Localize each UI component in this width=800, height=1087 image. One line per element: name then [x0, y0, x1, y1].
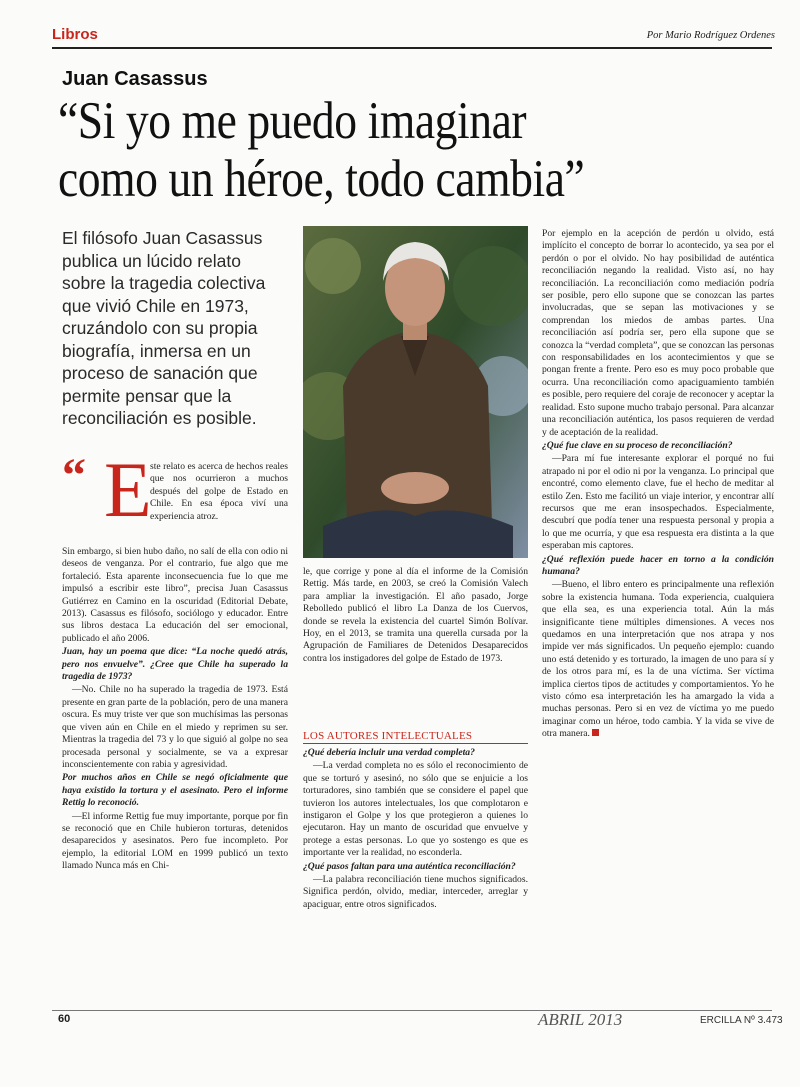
lede-paragraph: El filósofo Juan Casassus publica un lúcido relato sobre la tragedia colectiva que vivió Chile en 1973, cruzándolo con su propia biografía, inmersa en un proceso de sanación que permite pensar que la reconciliación es posible.	[62, 228, 266, 428]
byline: Por Mario Rodríguez Ordenes	[646, 30, 775, 41]
paragraph: —La verdad completa no es sólo el reconocimiento de que se torturó y asesinó, no sólo que se enjuicie a los torturadores, sino también que se considere el papel que tuvieron los autores intelectuales, los que complotaron e instigaron el Golpe y los que protegieron a quienes lo ejecutaron. Hay un manto de oscuridad que envuelve y protege a estas personas. Lo que yo sostengo es que es importante ver la realidad, no esconderla.	[303, 760, 528, 859]
headline-line-2: como un héroe, todo cambia”	[58, 150, 585, 208]
paragraph: —Para mí fue interesante explorar el porqué no fui atrapado ni por el odio ni por la venganza. Lo principal que encontré, como elemento clave, fue el hecho de meditar al estilo Zen. Esto me facilitó un viaje interior, y encontrar allí recursos que me eran insospechados. Especialmente, descubrí que podía tener una respuesta personal y propia a lo que me ocurría, y que esa respuesta era distinta a la que esperaban mis captores.	[542, 453, 774, 552]
author-photo	[303, 226, 528, 558]
paragraph: —El informe Rettig fue muy importante, porque por fin se reconoció que en Chile hubieron torturas, detenidos desaparecidos y asesinatos. Pero fue incompleto. Por ejemplo, la editorial LOM en 1999 publicó un texto llamado Nunca más en Chi-	[62, 810, 288, 872]
paragraph-text: —Bueno, el libro entero es principalmente una reflexión sobre la existencia humana. Toda experiencia, cualquiera que ella sea, es una experiencia total. Aún la más insignificante tiene múltiples dimensiones. A veces nos quedamos en una interpretación que nos atrapa y nos impide ver más significados. Un pequeño ejemplo: cuando uno está detenido y es torturado, la imagen de uno para sí y de los otros para mí, es la de una víctima. Ser víctima implica ciertos tipos de actitudes y comportamientos. Yo he visto cómo esa interpretación les ha amargado la vida a muchas personas. Pero si en vez de víctima yo me puedo imaginar como un héroe, todo cambia. Y la vida se vive de otra manera.	[542, 579, 774, 740]
kicker-name: Juan Casassus	[62, 68, 208, 90]
question: Por muchos años en Chile se negó oficialmente que haya existido la tortura y el asesinato. Pero el informe Rettig lo reconoció.	[62, 772, 288, 809]
question: ¿Qué reflexión puede hacer en torno a la condición humana?	[542, 553, 774, 577]
subheading: LOS AUTORES INTELECTUALES	[303, 730, 473, 742]
drop-cap: E	[104, 446, 152, 533]
drop-quote-mark: “	[62, 449, 86, 502]
section-label: Libros	[52, 26, 98, 43]
headline-line-1: “Si yo me puedo imaginar	[58, 92, 527, 150]
author-photo-illustration	[303, 226, 528, 558]
paragraph: —La palabra reconciliación tiene muchos significados. Significa perdón, olvido, mediar, interceder, arreglar y apaciguar, entre otros significados.	[303, 874, 528, 910]
column-a	[62, 546, 288, 874]
subheading-rule	[303, 743, 528, 744]
paragraph: le, que corrige y pone al día el informe de la Comisión Rettig. Más tarde, en 2003, se creó la Comisión Valech para ampliar la investigación. El año pasado, Jorge Rebolledo publicó el libro La Danza de los Cuervos, donde se revela la existencia del cuartel Simón Bolívar. Hoy, en el 2013, se tramita una querella cursada por la Agrupación de Familiares de Detenidos Desaparecidos contra los instigadores del golpe de Estado de 1973.	[303, 566, 528, 664]
magazine-issue: ERCILLA Nº 3.473	[700, 1015, 783, 1026]
paragraph	[542, 579, 774, 740]
question: ¿Qué pasos faltan para una auténtica reconciliación?	[303, 860, 516, 872]
column-c	[542, 228, 774, 742]
paragraph: Sin embargo, si bien hubo daño, no salí de ella con odio ni deseos de venganza. Por el contrario, fue algo que me fortaleció. Esta aparente inconsecuencia fue lo que me impulsó a escribir este libro”, precisa Juan Casassus Gutiérrez en Camino en la oscuridad (Editorial Debate, 2013). Casassus es filósofo, sociólogo y educador. Entre sus libros destaca La educación del ser emocional, publicado el año 2006.	[62, 546, 288, 644]
headline	[58, 92, 643, 208]
intro-text: ste relato es acerca de hechos reales que nos ocurrieron a muchos después del golpe de Estado en Chile. En esa época viví una experiencia atroz.	[150, 461, 288, 522]
question: ¿Qué fue clave en su proceso de reconciliación?	[542, 439, 733, 451]
question: ¿Qué debería incluir una verdad completa?	[303, 747, 475, 758]
paragraph: Por ejemplo en la acepción de perdón u olvido, está implícito el concepto de borrar lo acontecido, ya sea por el perdón o por el olvido. No hay posibilidad de auténtica reconciliación negando la realidad. Visto así, no hay reconciliación. La reconciliación como mediación podría ser posible, pero ello supone que se conozcan las partes involucradas, que se sepan las motivaciones y se comprendan los miedos de ambas partes. Una reconciliación así podría ser, pero ella supone que se conozca la “verdad completa”, que se conozcan las personas con responsabilidades en los acontecimientos y que se pongan frente a frente. Pero eso es muy poco probable que ocurra. Una reconciliación como apaciguamiento también es posible, pero requiere del coraje de reconocer y aceptar la realidad. Esto supone mucho trabajo personal. Para alcanzar una reconciliación auténtica, los pasos requieren de verdad y de aceptación de la realidad.	[542, 228, 775, 438]
end-mark	[592, 729, 599, 736]
page-number: 60	[58, 1013, 71, 1025]
handwritten-date: ABRIL 2013	[538, 1010, 623, 1029]
header-rule	[52, 47, 772, 49]
column-b	[303, 566, 528, 666]
column-b-continued	[303, 747, 528, 912]
paragraph: —No. Chile no ha superado la tragedia de 1973. Está presente en gran parte de la población, pero de una manera oscura. Es muy triste ver que son muchísimas las personas que viven aún en Chile en el miedo y reprimen su ser. Mientras la tragedia del 73 y lo que siguió al golpe no sea procesada personal y socialmente, se va a expresar inconscientemente con rabia y agresividad.	[62, 684, 288, 770]
footer-rule	[52, 1010, 772, 1011]
question: Juan, hay un poema que dice: “La noche quedó atrás, pero nos envuelve”. ¿Cree que Chile ha superado la tragedia de 1973?	[62, 646, 288, 683]
